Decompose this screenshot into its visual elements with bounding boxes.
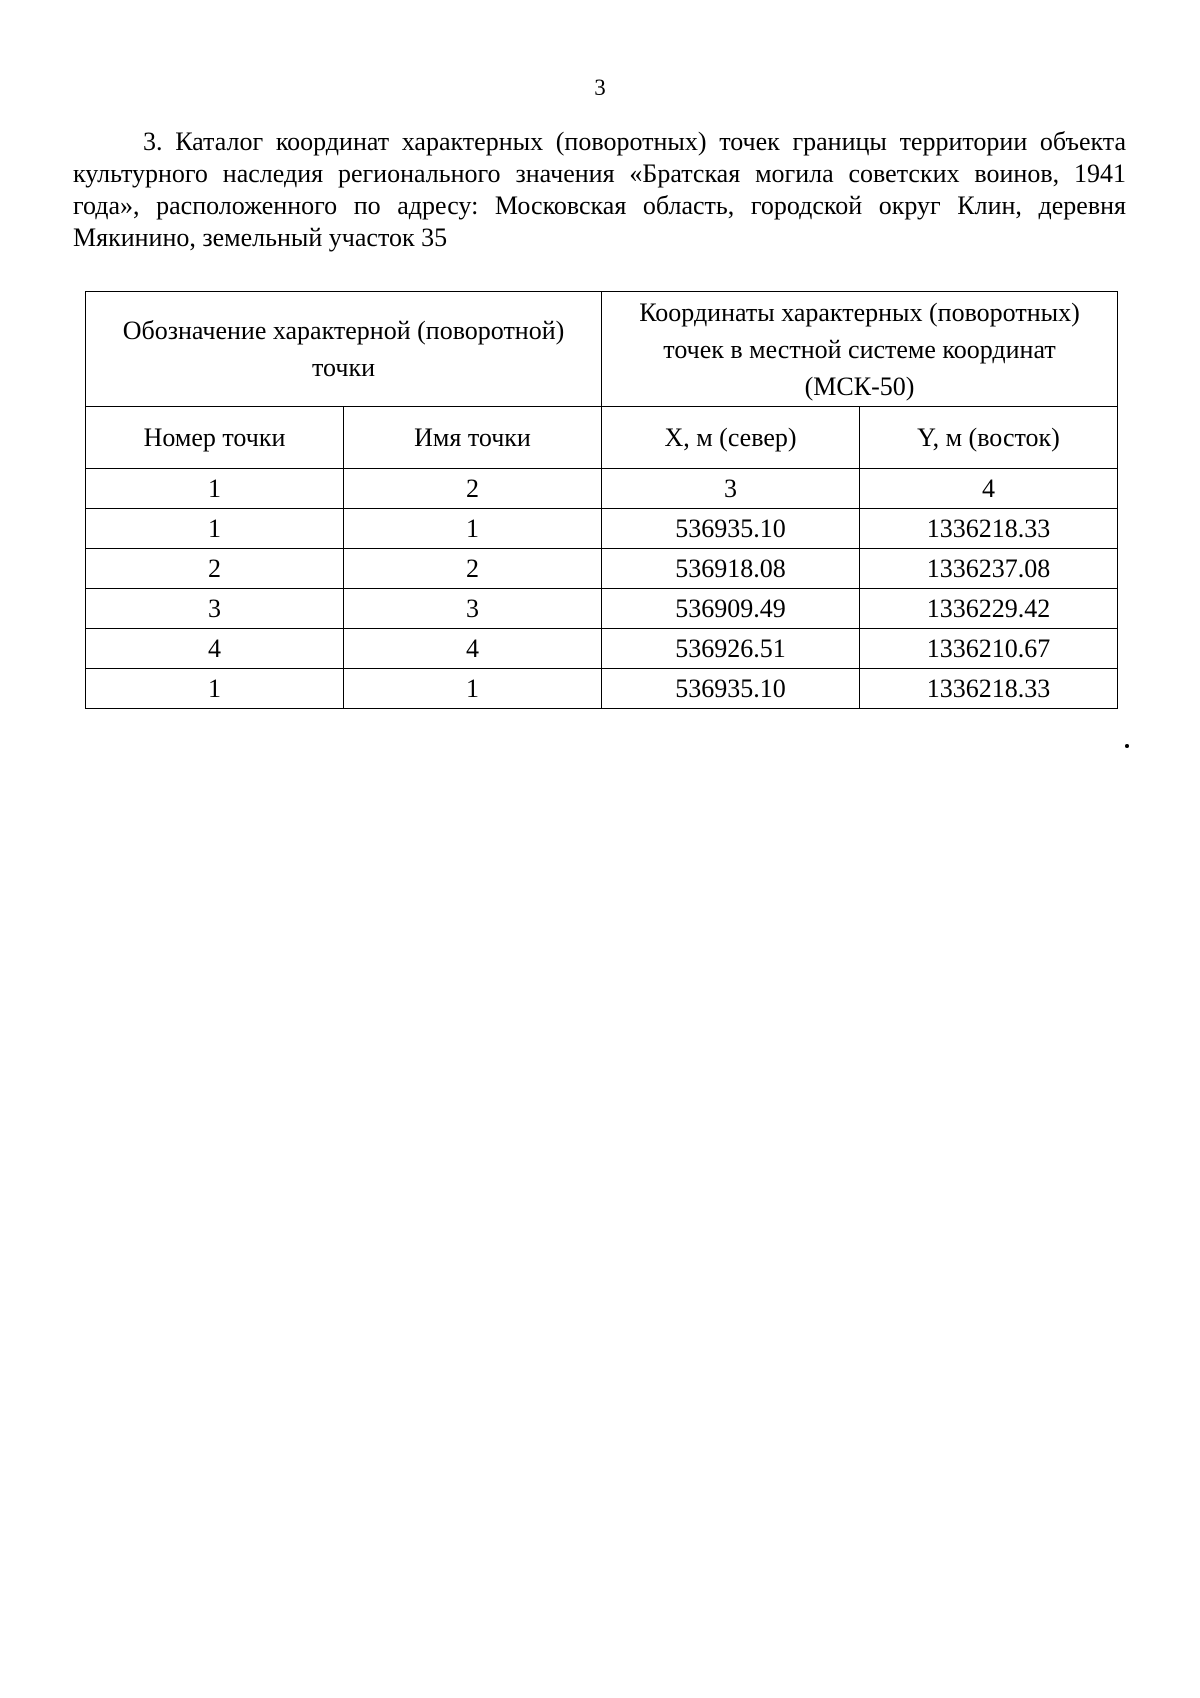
page-number: 3 <box>594 75 606 100</box>
cell-x: 536935.10 <box>602 669 860 709</box>
cell-y: 1336229.42 <box>860 589 1118 629</box>
table-header-group-row <box>86 292 1118 407</box>
cell-point-number: 1 <box>86 509 344 549</box>
cell-point-number: 1 <box>86 669 344 709</box>
cell-point-name: 1 <box>344 669 602 709</box>
cell-point-number: 2 <box>86 549 344 589</box>
cell-x: 536909.49 <box>602 589 860 629</box>
table-row <box>86 509 1118 549</box>
header-x-north: X, м (север) <box>602 407 860 469</box>
cell-point-number: 3 <box>86 589 344 629</box>
column-number: 3 <box>602 469 860 509</box>
table-row <box>86 589 1118 629</box>
coordinates-table <box>85 291 1118 709</box>
header-point-designation: Обозначение характерной (поворотной) точки <box>86 292 602 407</box>
cell-point-name: 1 <box>344 509 602 549</box>
cell-point-number: 4 <box>86 629 344 669</box>
table-row <box>86 669 1118 709</box>
column-numbers-row <box>86 469 1118 509</box>
cell-point-name: 4 <box>344 629 602 669</box>
cell-x: 536935.10 <box>602 509 860 549</box>
header-point-number: Номер точки <box>86 407 344 469</box>
catalog-paragraph: 3. Каталог координат характерных (поворотных) точек границы территории объекта культурного наследия регионального значения «Братская могила советских воинов, 1941 года», расположенного по адресу: Московская область, городской округ Клин, деревня Мякинино, земельный участок 35 <box>73 127 1126 252</box>
cell-x: 536926.51 <box>602 629 860 669</box>
header-y-east: Y, м (восток) <box>860 407 1118 469</box>
header-coordinates: Координаты характерных (поворотных) точек в местной системе координат (МСК-50) <box>602 292 1118 407</box>
table-row <box>86 549 1118 589</box>
table-header-columns-row <box>86 407 1118 469</box>
column-number: 4 <box>860 469 1118 509</box>
cell-y: 1336210.67 <box>860 629 1118 669</box>
cell-y: 1336218.33 <box>860 669 1118 709</box>
cell-y: 1336237.08 <box>860 549 1118 589</box>
trailing-dot-mark <box>1125 744 1129 748</box>
column-number: 1 <box>86 469 344 509</box>
cell-point-name: 3 <box>344 589 602 629</box>
cell-point-name: 2 <box>344 549 602 589</box>
table-row <box>86 629 1118 669</box>
cell-x: 536918.08 <box>602 549 860 589</box>
column-number: 2 <box>344 469 602 509</box>
header-point-name: Имя точки <box>344 407 602 469</box>
cell-y: 1336218.33 <box>860 509 1118 549</box>
